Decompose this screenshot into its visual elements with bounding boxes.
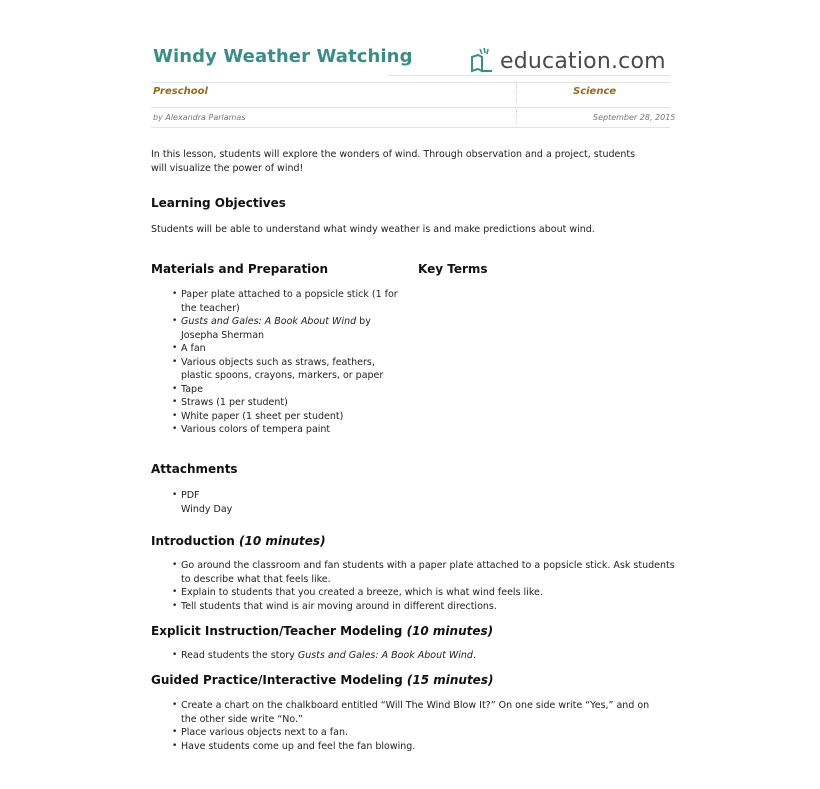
explicit-instruction-list — [172, 649, 676, 663]
intro-paragraph: In this lesson, students will explore the wonders of wind. Through observation and a project, students will visualize the power of wind! — [151, 149, 636, 174]
meta-divider-vertical — [516, 84, 517, 102]
author-label: by Alexandra Parlamas — [153, 113, 246, 122]
attachment-item[interactable]: • PDF Windy Day — [172, 490, 233, 515]
subject-label: Science — [573, 86, 617, 97]
learning-objectives-heading: Learning Objectives — [151, 196, 286, 210]
list-item: • Create a chart on the chalkboard entitled “Will The Wind Blow It?” On one side write “Yes,” and on the other side write “No.” — [172, 700, 650, 725]
materials-list — [172, 288, 407, 437]
meta-divider-top — [151, 82, 670, 83]
key-terms-heading: Key Terms — [418, 262, 488, 276]
list-item: • A fan — [172, 343, 206, 354]
book-title: Gusts and Gales: A Book About Wind — [297, 650, 473, 661]
explicit-instruction-duration: (10 minutes) — [406, 624, 494, 638]
list-item: • Gusts and Gales: A Book About Wind by Josepha Sherman — [172, 316, 371, 341]
book-title: Gusts and Gales: A Book About Wind — [181, 316, 357, 327]
list-item: • Have students come up and feel the fan blowing. — [172, 740, 416, 752]
introduction-duration: (10 minutes) — [238, 534, 326, 548]
attachment-type: PDF — [181, 490, 200, 501]
list-item: • Various colors of tempera paint — [172, 424, 331, 435]
attachments-list — [172, 489, 481, 516]
grade-label: Preschool — [153, 86, 208, 97]
attachments-heading: Attachments — [151, 462, 238, 476]
list-item: • White paper (1 sheet per student) — [172, 410, 344, 422]
list-item: • Go around the classroom and fan students with a paper plate attached to a popsicle stick. Ask students to describe what that feels like. — [172, 560, 675, 585]
list-item: • Place various objects next to a fan. — [172, 727, 348, 738]
list-item: • Straws (1 per student) — [172, 397, 288, 408]
materials-heading: Materials and Preparation — [151, 262, 329, 276]
list-item: • Read students the story Gusts and Gales: A Book About Wind. — [172, 650, 476, 661]
meta-divider-middle — [151, 107, 670, 108]
list-item: • Tell students that wind is air moving around in different directions. — [172, 600, 497, 612]
introduction-heading: Introduction (10 minutes) — [151, 534, 326, 548]
date-label: September 28, 2015 — [593, 113, 676, 122]
list-item: • Various objects such as straws, feathers, plastic spoons, crayons, markers, or paper — [172, 356, 384, 381]
meta-divider-bottom — [151, 127, 670, 128]
page-title: Windy Weather Watching — [153, 46, 413, 67]
list-item: • Paper plate attached to a popsicle stick (1 for the teacher) — [172, 289, 398, 314]
introduction-list — [172, 559, 676, 613]
guided-practice-heading: Guided Practice/Interactive Modeling (15 minutes) — [151, 673, 494, 687]
title-divider — [388, 75, 670, 76]
learning-objectives-text: Students will be able to understand what windy weather is and make predictions about wind. — [151, 224, 595, 235]
meta-divider-vertical-2 — [516, 110, 517, 124]
education-logo — [468, 43, 666, 75]
guided-practice-list — [172, 699, 661, 753]
guided-practice-duration: (15 minutes) — [406, 673, 494, 687]
book-logo-icon — [468, 45, 498, 75]
attachment-name: Windy Day — [181, 503, 233, 515]
logo-wordmark: education.com — [500, 49, 666, 74]
list-item: • Tape — [172, 383, 203, 395]
explicit-instruction-heading: Explicit Instruction/Teacher Modeling (10 minutes) — [151, 624, 494, 638]
list-item: • Explain to students that you created a breeze, which is what wind feels like. — [172, 587, 543, 598]
